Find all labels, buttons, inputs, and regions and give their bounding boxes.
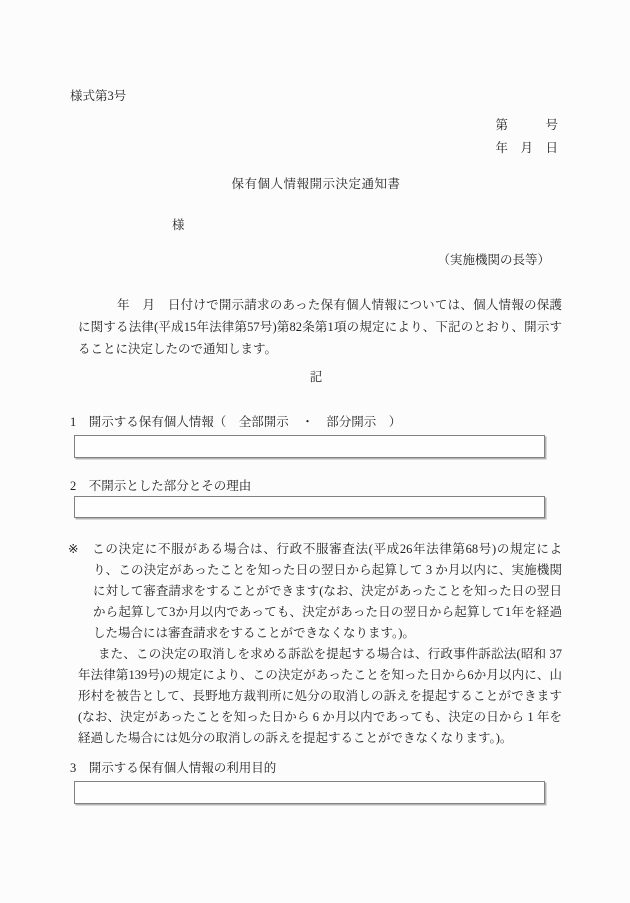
document-date-line: 年 月 日 xyxy=(495,141,558,155)
form-number: 様式第3号 xyxy=(70,89,127,103)
note-marker: ※ xyxy=(68,542,80,556)
body-paragraph: 年 月 日付けで開示請求のあった保有個人情報については、個人情報の保護に関する法律(平成15年法律第57号)第82条第1項の規定により、下記のとおり、開示することに決定したので通知します。 xyxy=(78,298,562,356)
recipient-line: 様 xyxy=(172,218,185,232)
nondisclosed-parts-reason-field[interactable] xyxy=(74,496,545,518)
document-number-line: 第 号 xyxy=(495,118,558,132)
section-1-heading: 1 開示する保有個人情報（ 全部開示 ・ 部分開示 ） xyxy=(70,415,402,429)
lawsuit-note-paragraph: また、この決定の取消しを求める訴訟を提起する場合は、行政事件訴訟法(昭和 37 年法律第139号)の規定により、この決定があったことを知った日から6か月以内に、山形村を被告として、長野地方裁判所に処分の取消しの訴えを提起することができます(なお、決定があったことを知った日から 6 か月以内であっても、決定の日から 1 年を経過した場合には処分の取消しの訴えを提起することができなくなります。)。 xyxy=(78,647,562,745)
usage-purpose-field[interactable] xyxy=(74,781,545,804)
disclosed-information-field[interactable] xyxy=(74,435,545,458)
legal-notes xyxy=(70,539,562,749)
appeal-note-paragraph xyxy=(68,539,562,644)
section-3-heading: 3 開示する保有個人情報の利用目的 xyxy=(70,761,277,775)
appeal-note-text: この決定に不服がある場合は、行政不服審査法(平成26年法律第68号)の規定により、この決定があったことを知った日の翌日から起算して 3 か月以内に、実施機関に対して審査請求をすることができます(なお、決定があったことを知った日の翌日から起算して3か月以内であっても、決定があった日の翌日から起算して1年を経過した場合には審査請求をすることができなくなります。)。 xyxy=(92,542,563,640)
issuer-line: （実施機関の長等） xyxy=(437,253,550,267)
section-2-heading: 2 不開示とした部分とその理由 xyxy=(70,479,252,493)
ki-separator: 記 xyxy=(309,370,323,384)
page-title: 保有個人情報開示決定通知書 xyxy=(231,177,401,191)
